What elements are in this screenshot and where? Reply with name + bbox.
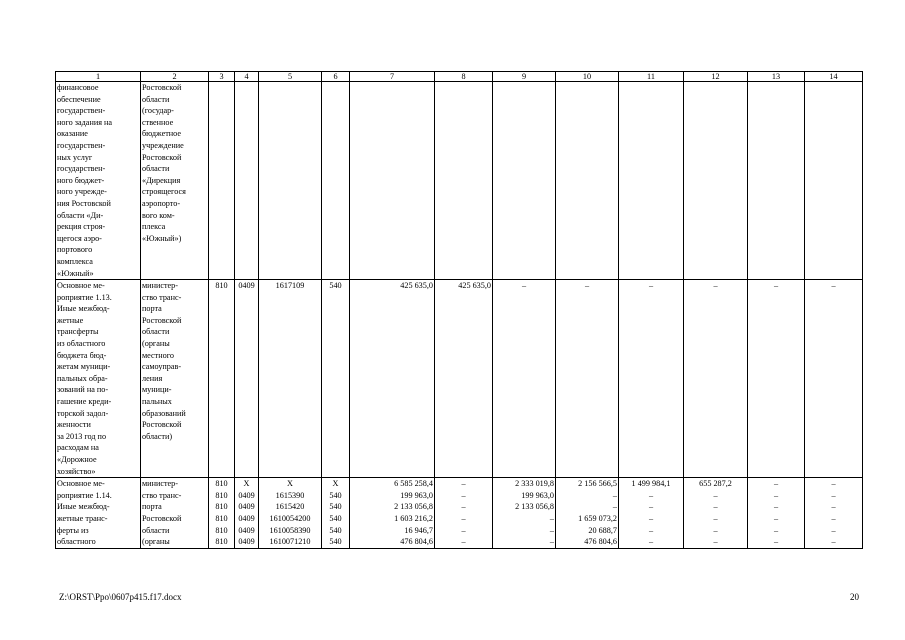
amount-cell: [435, 82, 493, 280]
amount-cell: [748, 82, 805, 280]
page-number: 20: [850, 592, 859, 602]
column-header: 12: [684, 72, 748, 82]
expense-type-cell: Х 540 540 540 540 540: [322, 478, 350, 549]
table-row: [56, 280, 863, 478]
section-cell: [235, 82, 259, 280]
table-row: [56, 478, 863, 549]
target-article-cell: Х 1615390 1615420 1610054200 1610058390 1610071210: [259, 478, 322, 549]
table-header-row: [56, 72, 863, 82]
grbs-cell: [209, 82, 235, 280]
amount-cell: [805, 82, 863, 280]
amount-cell: –: [493, 280, 556, 478]
amount-cell: – – – – – –: [435, 478, 493, 549]
column-header: 2: [141, 72, 209, 82]
amount-cell: – – – – – –: [805, 478, 863, 549]
activity-cell: Основное ме- роприятие 1.13. Иные межбюд- жетные трансферты из областного бюджета бюд- жетам муници- пальных обра- зований на по- гашение креди- торской задол- женности за 2013 год по расходам на «Дорожное хозяйство»: [56, 280, 141, 478]
amount-cell: [493, 82, 556, 280]
amount-cell: –: [684, 280, 748, 478]
activity-cell: финансовое обеспечение государствен- ного задания на оказание государствен- ных услуг государствен- ного бюджет- ного учрежде- ния Ростовской области «Ди- рекция строя- щегося аэро- портового комплекса «Южный»: [56, 82, 141, 280]
amount-cell: – – – – – –: [748, 478, 805, 549]
amount-cell: 2 333 019,8 199 963,0 2 133 056,8 – – –: [493, 478, 556, 549]
expense-type-cell: 540: [322, 280, 350, 478]
amount-cell: –: [556, 280, 619, 478]
column-header: 5: [259, 72, 322, 82]
table-row: [56, 82, 863, 280]
amount-cell: [350, 82, 435, 280]
column-header: 11: [619, 72, 684, 82]
amount-cell: [684, 82, 748, 280]
document-path: Z:\ORST\Ppo\0607p415.f17.docx: [59, 592, 182, 602]
column-header: 10: [556, 72, 619, 82]
amount-cell: [619, 82, 684, 280]
grbs-cell: 810 810 810 810 810 810: [209, 478, 235, 549]
amount-cell: 6 585 258,4 199 963,0 2 133 056,8 1 603 216,2 16 946,7 476 804,6: [350, 478, 435, 549]
column-header: 1: [56, 72, 141, 82]
amount-cell: –: [619, 280, 684, 478]
column-header: 9: [493, 72, 556, 82]
amount-cell: 655 287,2 – – – – –: [684, 478, 748, 549]
column-header: 14: [805, 72, 863, 82]
executor-cell: министер- ство транс- порта Ростовской области (органы местного самоуправ- ления муници- пальных образований Ростовской области): [141, 280, 209, 478]
section-cell: Х 0409 0409 0409 0409 0409: [235, 478, 259, 549]
column-header: 6: [322, 72, 350, 82]
expense-type-cell: [322, 82, 350, 280]
amount-cell: –: [805, 280, 863, 478]
amount-cell: –: [748, 280, 805, 478]
grbs-cell: 810: [209, 280, 235, 478]
column-header: 4: [235, 72, 259, 82]
column-header: 8: [435, 72, 493, 82]
column-header: 13: [748, 72, 805, 82]
target-article-cell: [259, 82, 322, 280]
budget-table: [55, 71, 863, 549]
target-article-cell: 1617109: [259, 280, 322, 478]
section-cell: 0409: [235, 280, 259, 478]
amount-cell: 1 499 984,1 – – – – –: [619, 478, 684, 549]
amount-cell: 425 635,0: [435, 280, 493, 478]
amount-cell: [556, 82, 619, 280]
executor-cell: Ростовской области (государ- ственное бюджетное учреждение Ростовской области «Дирекция строящегося аэропорто- вого ком- плекса «Южный»): [141, 82, 209, 280]
column-header: 3: [209, 72, 235, 82]
column-header: 7: [350, 72, 435, 82]
activity-cell: Основное ме- роприятие 1.14. Иные межбюд- жетные транс- ферты из областного: [56, 478, 141, 549]
executor-cell: министер- ство транс- порта Ростовской области (органы: [141, 478, 209, 549]
amount-cell: 425 635,0: [350, 280, 435, 478]
amount-cell: 2 156 566,5 – – 1 659 073,2 20 688,7 476 804,6: [556, 478, 619, 549]
